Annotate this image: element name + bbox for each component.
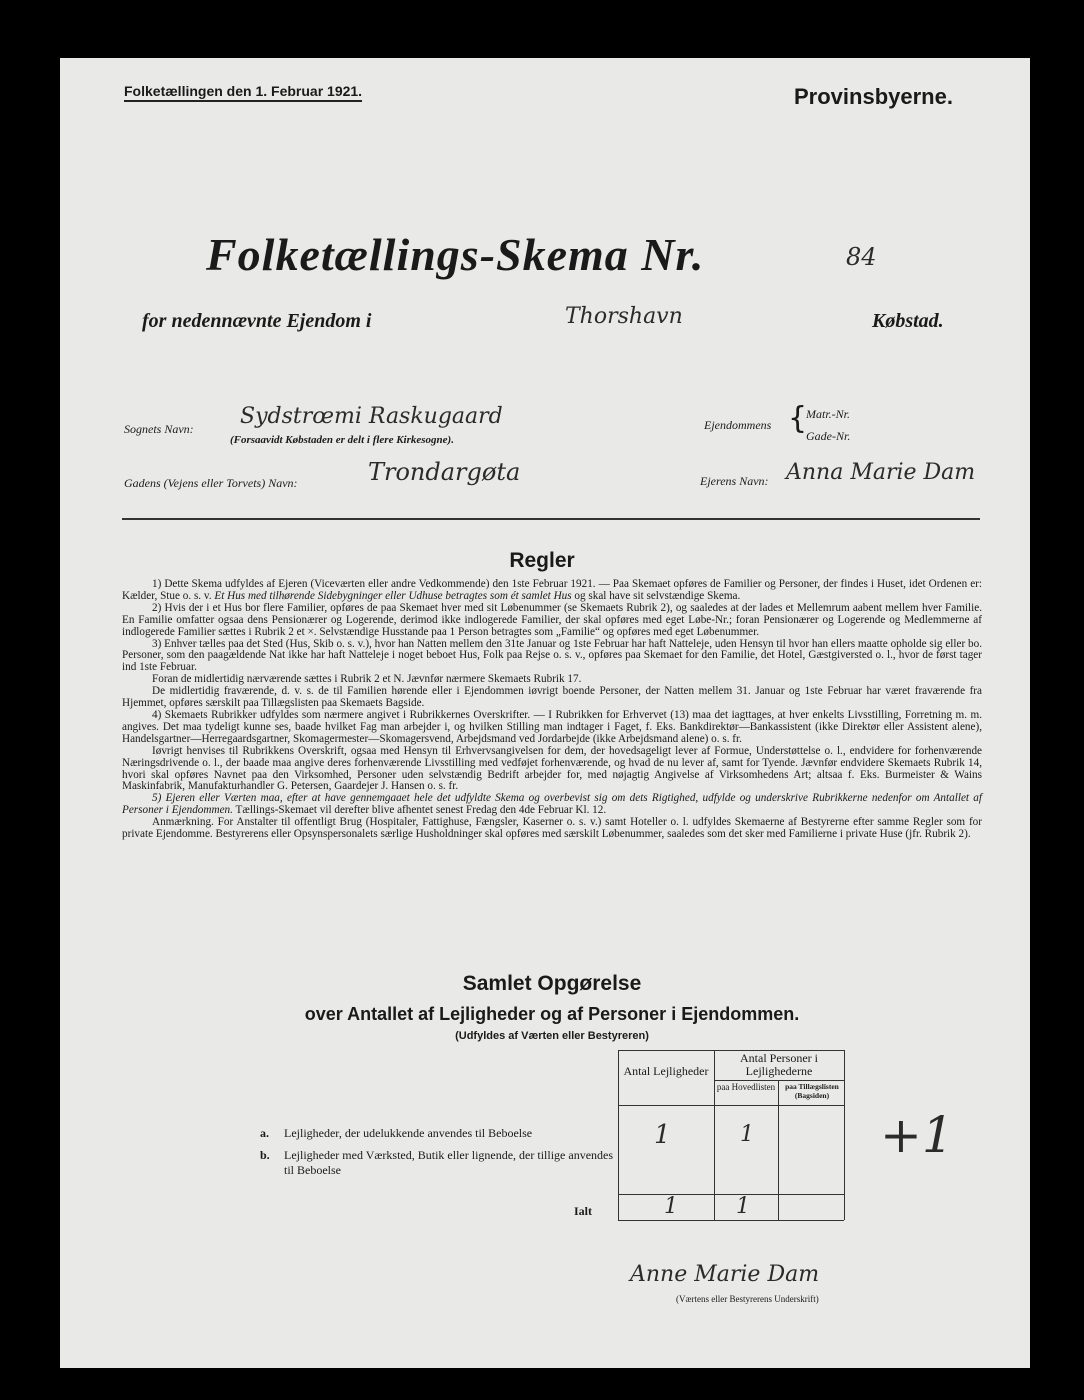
- rules-note: Anmærkning. For Anstalter til offentligt Brug (Hospitaler, Fattighuse, Fængsler, Kaserner o. s. v.) samt Hoteller o. l. udfyldes Skemaerne af Bestyrerne efter samme Regler som for private Ejendomme. Bestyrerens eller Opsynspersonalets særlige Husholdninger skal opføres med særskilt Løbenummer, saaledes som det sker med Familierne i private Huse (jfr. Rubrik 2).: [122, 816, 982, 841]
- col-header-antal: Antal Lejligheder: [623, 1064, 709, 1078]
- form-title: Folketællings-Skema Nr.: [206, 229, 705, 280]
- owner-value: Anna Marie Dam: [786, 460, 976, 485]
- signature-label: (Værtens eller Bestyrerens Underskrift): [676, 1294, 819, 1304]
- rule-4b: Iøvrigt henvises til Rubrikkens Overskrift, ogsaa med Hensyn til Erhvervsangivelsen for dem, der hovedsageligt lever af Formue, Understøttelse o. l., endvidere for forhenværende Næringsdrivende o. l., der baade maa angive deres forhenværende Livsstilling med vedføjet forhenværende, og hvad de nu lever af, samt for Tyende. Jævnfør endvidere Skemaets Rubrik 14, hvori skal opføres Navnet paa den Virksomhed, Personer uden selvstændig Bedrift arbejder for, med nøjagtig Angivelse af Virksomhedens Art; altsaa f. Eks. Burmeister & Wains Maskinfabrik, Manufakturhandler G. Petersen, Gaardejer J. Hansen o. s. fr.: [122, 744, 982, 793]
- brace-icon: {: [788, 401, 808, 436]
- row-b-label: Lejligheder med Værksted, Butik eller lignende, der tillige anvendes til Beboelse: [284, 1148, 614, 1177]
- total-hoved-value: 1: [736, 1194, 750, 1219]
- rule-5: 5) Ejeren eller Værten maa, efter at have gennemgaaet hele det udfyldte Skema og overbevist sig om dets Rigtighed, udfylde og underskrive Rubrikkerne nedenfor om Antallet af Personer i Ejendommen.: [122, 792, 982, 817]
- margin-mark: +1: [880, 1106, 954, 1164]
- property-line-suffix: Købstad.: [872, 310, 944, 332]
- col-header-tillaeg: paa Tillægslisten (Bagsiden): [785, 1082, 839, 1100]
- region-header: Provinsbyerne.: [794, 84, 953, 109]
- street-label: Gadens (Vejens eller Torvets) Navn:: [124, 476, 298, 490]
- parish-label: Sognets Navn:: [124, 422, 194, 436]
- owner-label: Ejerens Navn:: [700, 474, 769, 488]
- row-a-label: Lejligheder, der udelukkende anvendes til Beboelse: [284, 1126, 533, 1140]
- town-name: Thorshavn: [565, 304, 683, 329]
- summary-note: (Udfyldes af Værten eller Bestyreren): [455, 1030, 649, 1042]
- parish-value: Sydstrœmi Raskugaard: [240, 404, 503, 429]
- rule-2: 2) Hvis der i et Hus bor flere Familier, opføres de paa Skemaet hver med sit Løbenummer (se Skemaets Rubrik 2), og saaledes at der lades et Mellemrum aabent mellem hver Familie. En Familie omfatter ogsaa dens Pensionærer og Logerende, derimod ikke indlogerede Familier, der skal opføres med eget Løbe-Nr.; foran Pensionærer og Logerende og Medlemmerne af indlogerede Familier sættes i Rubrik 2 et ×. Selvstændige Husstande paa 1 Person betragtes som „Familie“ og opføres med eget Løbenummer.: [122, 601, 982, 638]
- row-b-letter: b.: [260, 1148, 270, 1162]
- summary-table: [618, 1050, 844, 1220]
- rule-3b: Foran de midlertidig nærværende sættes i Rubrik 2 et N. Jævnfør nærmere Skemaets Rubrik 17.: [152, 673, 582, 686]
- rule-3: 3) Enhver tælles paa det Sted (Hus, Skib o. s. v.), hvor han Natten mellem den 31te Januar og 1ste Februar har haft Natteleje, uden Hensyn til hvor han ellers maatte opholde sig eller bo. Personer, som den paagældende Nat ikke har haft Natteleje i noget beboet Hus, Folk paa Rejse o. s. v., opføres paa Skemaet for den Familie, det Hotel, Gæstgiversted o. l., hvor de først tager ind 1ste Februar.: [122, 637, 982, 674]
- parish-note: (Forsaavidt Købstaden er delt i flere Kirkesogne).: [230, 434, 454, 446]
- summary-title: Samlet Opgørelse: [462, 972, 642, 995]
- street-value: Trondargøta: [368, 458, 521, 486]
- row-total-label: Ialt: [574, 1204, 592, 1218]
- rules-text: [122, 579, 982, 841]
- property-label: Ejendommens: [704, 418, 772, 432]
- census-date-header: Folketællingen den 1. Februar 1921.: [124, 83, 362, 102]
- rule-1-end: og skal have sit selvstændige Skema.: [574, 589, 741, 602]
- form-number: 84: [846, 243, 877, 271]
- property-line-prefix: for nedennævnte Ejendom i: [142, 310, 372, 332]
- row-a-hoved-value: 1: [740, 1122, 754, 1147]
- col-header-hoved: paa Hovedlisten: [716, 1082, 776, 1092]
- row-a-antal-value: 1: [654, 1120, 671, 1150]
- col-header-personer: Antal Personer i Lejlighederne: [740, 1051, 818, 1078]
- signature: Anne Marie Dam: [630, 1262, 820, 1287]
- rules-heading: Regler: [509, 549, 575, 572]
- rule-3c: De midlertidig fraværende, d. v. s. de til Familien hørende eller i Ejendommen iøvrigt boende Personer, der Natten mellem 31. Januar og 1ste Februar har været fraværende fra Hjemmet, opføres særskilt paa Tillægslisten paa Skemaets Bagside.: [122, 685, 982, 710]
- row-a-letter: a.: [260, 1126, 269, 1140]
- rule-5b: Tællings-Skemaet vil derefter blive afhentet senest Fredag den 4de Februar Kl. 12.: [235, 804, 607, 817]
- summary-subtitle: over Antallet af Lejligheder og af Personer i Ejendommen.: [304, 1004, 800, 1024]
- total-antal-value: 1: [664, 1194, 678, 1219]
- gade-label: Gade-Nr.: [806, 429, 851, 443]
- divider-line: [122, 518, 980, 520]
- rule-1-italic: Et Hus med tilhørende Sidebygninger eller Udhuse betragtes som ét samlet Hus: [214, 589, 572, 602]
- rule-1: 1) Dette Skema udfyldes af Ejeren (Viceværten eller andre Vedkommende) den 1ste Februar 1921. — Paa Skemaet opføres de Familier og Personer, der findes i Huset, idet Ordenen er: Kælder, Stue o. s. v.: [122, 578, 982, 602]
- matr-label: Matr.-Nr.: [806, 407, 851, 421]
- rule-4: 4) Skemaets Rubrikker udfyldes som nærmere angivet i Rubrikkernes Overskrifter. — I Rubrikken for Erhvervet (13) maa det iagttages, at hver enkelts Livsstilling, Forretning m. m. angives. Det maa tydeligt kunne ses, baade hvilket Fag man arbejder i, og hvilken Stilling man indtager i Faget, f. Eks. Bankdirektør—Bankassistent (ikke Direktør eller Assistent alene), Handelsgartner—Herregaardsgartner, Skomagermester—Skomagersvend, Arbejdsmand ved Jordarbejde (ikke Arbejdsmand alene) o. s. fr.: [122, 708, 982, 745]
